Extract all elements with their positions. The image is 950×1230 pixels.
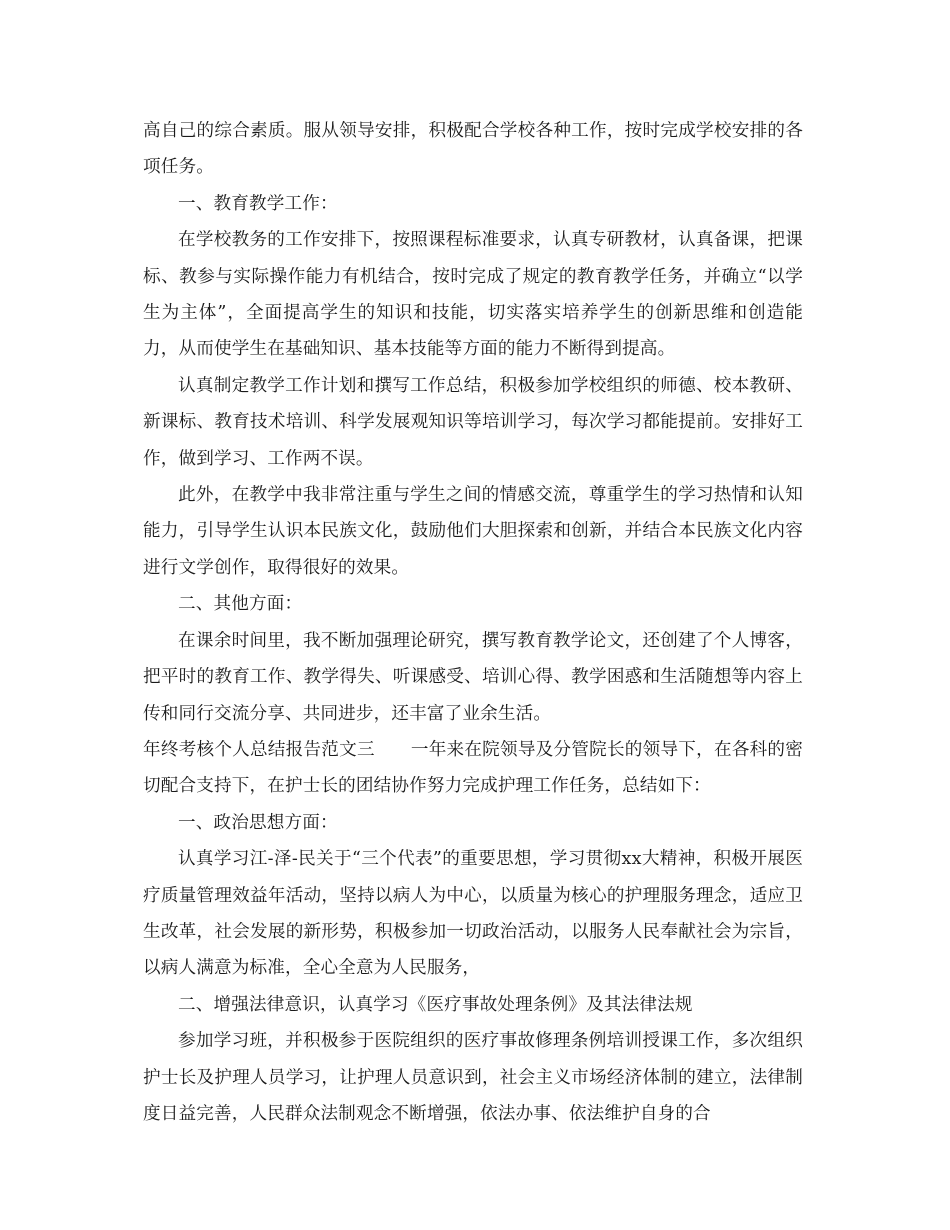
report-intro: 一年来在院领导及分管院长的领导下，在各科的密切配合支持下，在护士长的团结协作努力完成护理工作任务，总结如下： — [143, 739, 804, 797]
paragraph: 参加学习班，并积极参于医院组织的医疗事故修理条例培训授课工作，多次组织护士长及护理人员学习，让护理人员意识到，社会主义市场经济体制的建立，法律制度日益完善，人民群众法制观念不断增强，依法办事、依法维护自身的合 — [143, 1031, 803, 1124]
section-heading: 二、增强法律意识，认真学习《医疗事故处理条例》及其法律法规 — [178, 994, 693, 1015]
paragraph: 高自己的综合素质。服从领导安排，积极配合学校各种工作，按时完成学校安排的各项任务。 — [143, 121, 803, 178]
section-heading: 一、政治思想方面： — [178, 812, 338, 833]
paragraph: 在课余时间里，我不断加强理论研究，撰写教育教学论文，还创建了个人博客，把平时的教育工作、教学得失、听课感受、培训心得、教学困惑和生活随想等内容上传和同行交流分享、共同进步，还丰富了业余生活。 — [143, 630, 803, 724]
report-title: 年终考核个人总结报告范文三 — [143, 739, 375, 760]
document-body — [143, 113, 803, 1132]
paragraph: 在学校教务的工作安排下，按照课程标准要求，认真专研教材，认真备课，把课标、教参与实际操作能力有机结合，按时完成了规定的教育教学任务，并确立“以学生为主体”，全面提高学生的知识和技能，切实落实培养学生的创新思维和创造能力，从而使学生在基础知识、基本技能等方面的能力不断得到提高。 — [143, 230, 803, 360]
paragraph: 认真制定教学工作计划和撰写工作总结，积极参加学校组织的师德、校本教研、新课标、教育技术培训、科学发展观知识等培训学习，每次学习都能提前。安排好工作，做到学习、工作两不误。 — [143, 375, 803, 469]
section-heading: 一、教育教学工作： — [178, 193, 338, 214]
paragraph: 此外，在教学中我非常注重与学生之间的情感交流，尊重学生的学习热情和认知能力，引导学生认识本民族文化，鼓励他们大胆探索和创新，并结合本民族文化内容进行文学创作，取得很好的效果。 — [143, 485, 803, 578]
paragraph: 认真学习江-泽-民关于“三个代表”的重要思想，学习贯彻xx大精神，积极开展医疗质量管理效益年活动，坚持以病人为中心，以质量为核心的护理服务理念，适应卫生改革，社会发展的新形势，积极参加一切政治活动，以服务人民奉献社会为宗旨，以病人满意为标准，全心全意为人民服务， — [143, 849, 803, 979]
paragraph-with-title — [143, 732, 803, 805]
section-heading: 二、其他方面： — [178, 594, 303, 615]
